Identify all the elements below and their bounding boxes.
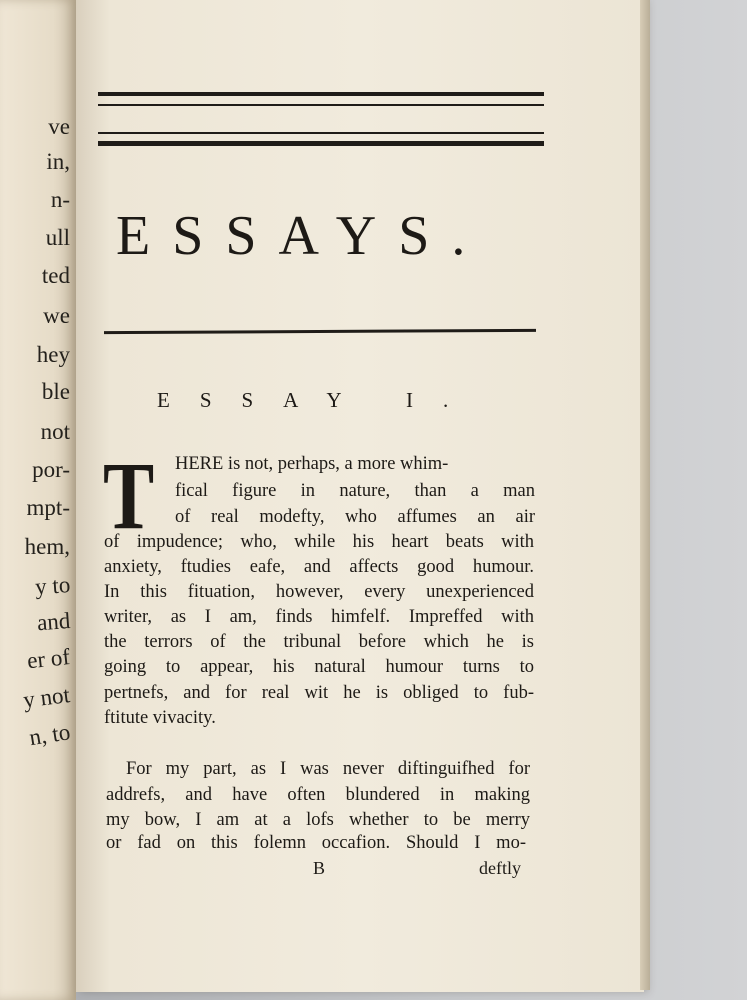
catchword: deftly — [479, 858, 521, 878]
left-page-fragment: hem, — [24, 534, 70, 559]
left-page-fragment: ull — [45, 225, 70, 250]
second-rule-thick — [98, 141, 544, 146]
text-line: For my part, as I was never diftinguifhed for — [126, 759, 530, 779]
left-page — [0, 0, 76, 1000]
text-line: ftitute vivacity. — [104, 708, 216, 728]
text-line: the terrors of the tribunal before which he is — [104, 632, 534, 652]
top-rule-thin — [98, 104, 544, 106]
left-page-fragment: ve — [48, 114, 70, 139]
left-page-fragment: er of — [26, 644, 72, 674]
page-edge — [640, 0, 650, 990]
left-page-fragment: n- — [50, 187, 70, 212]
left-page-fragment: mpt- — [26, 495, 70, 520]
text-line: pertnefs, and for real wit he is obliged to fub- — [104, 683, 534, 703]
text-line: addrefs, and have often blundered in making — [106, 785, 530, 805]
text-line: of impudence; who, while his heart beats with — [104, 532, 534, 552]
left-page-fragment: y not — [22, 682, 72, 713]
drop-cap: T — [103, 442, 155, 549]
left-page-fragment: por- — [32, 457, 70, 482]
text-line: or fad on this folemn occafion. Should I mo- — [106, 833, 526, 853]
essay-heading: ESSAY I. — [157, 388, 479, 412]
left-page-fragment: y to — [34, 572, 71, 600]
text-line: going to appear, his natural humour turns to — [104, 657, 534, 677]
text-line: anxiety, ftudies eafe, and affects good humour. — [104, 557, 534, 577]
left-page-fragment: ted — [41, 263, 70, 288]
second-rule-thin — [98, 132, 544, 134]
left-page-fragment: ble — [41, 379, 70, 404]
left-page-fragment: we — [43, 303, 70, 328]
text-line: In this fituation, however, every unexperienced — [104, 582, 534, 602]
page-title: ESSAYS. — [116, 205, 488, 267]
text-line: my bow, I am at a lofs whether to be merry — [106, 810, 530, 830]
text-line: of real modefty, who affumes an air — [175, 507, 535, 527]
signature-mark: B — [313, 858, 326, 878]
text-line: writer, as I am, finds himfelf. Impreffed with — [104, 607, 534, 627]
left-page-fragment: in, — [46, 149, 70, 174]
left-page-fragment: not — [40, 419, 70, 444]
top-rule-thick — [98, 92, 544, 96]
text-line: HERE is not, perhaps, a more whim- — [175, 454, 449, 474]
text-line: fical figure in nature, than a man — [175, 481, 535, 501]
left-page-fragment: and — [35, 608, 71, 636]
left-page-fragment: n, to — [27, 719, 72, 751]
left-page-fragment: hey — [36, 342, 70, 367]
